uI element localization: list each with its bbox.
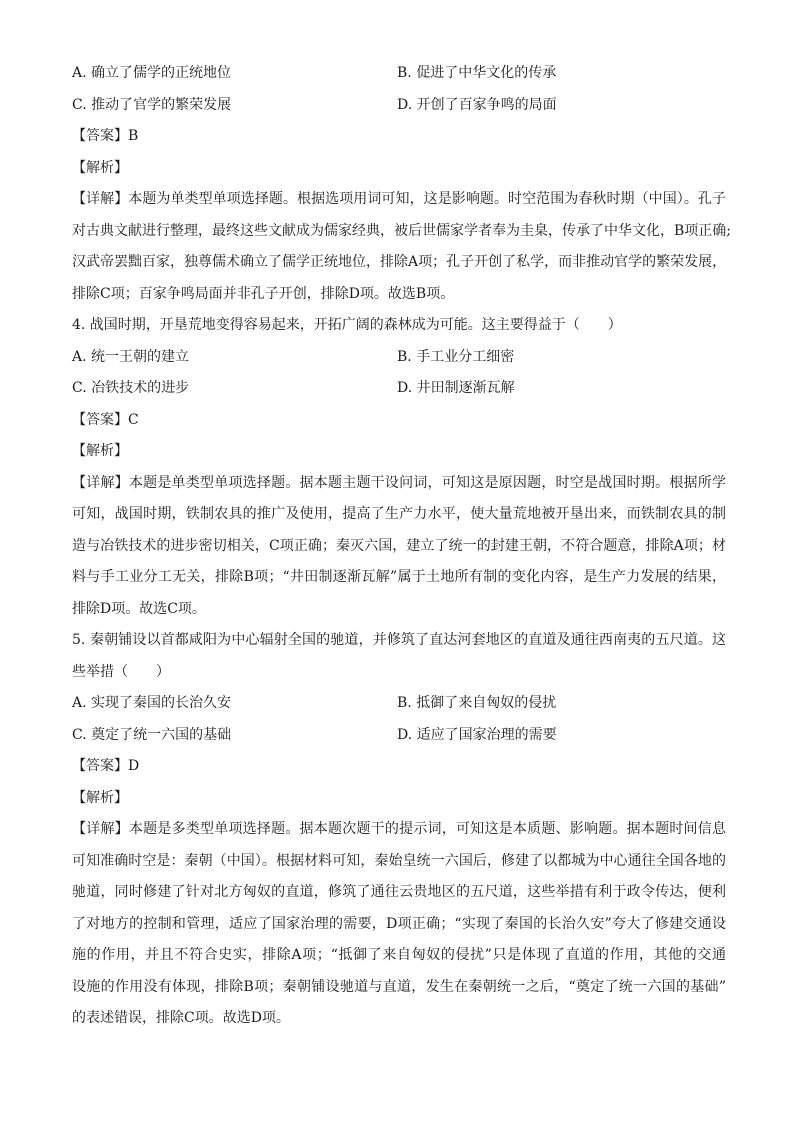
q5-detail-line: 设施的作用没有体现，排除B项；秦朝铺设驰道与直道，发生在秦朝统一之后，“奠定了统一六国的基础” (72, 978, 726, 995)
q3-options-row-2 (72, 90, 726, 122)
q4-detail-line: 可知，战国时期，铁制农具的推广及使用，提高了生产力水平，使大量荒地被开垦出来，而铁制农具的制 (72, 506, 726, 522)
q4-options-row-1 (72, 342, 726, 374)
q5-options-row-1 (72, 688, 726, 720)
q3-option-b: B. 促进了中华文化的传承 (397, 65, 557, 81)
q5-detail-line: 了对地方的控制和管理，适应了国家治理的需要，D项正确；“实现了秦国的长治久安”夸大了修建交通设 (72, 915, 726, 932)
q5-options-row-2 (72, 720, 726, 752)
q4-detail (72, 468, 726, 626)
q4-detail-line: 造与冶铁技术的进步密切相关，C项正确；秦灭六国，建立了统一的封建王朝，不符合题意，排除A项；材 (72, 537, 726, 554)
q5-option-b: B. 抵御了来自匈奴的侵扰 (397, 695, 557, 711)
q5-option-c: C. 奠定了统一六国的基础 (72, 726, 232, 743)
q3-option-a: A. 确立了儒学的正统地位 (72, 65, 232, 81)
q5-stem-line: 5. 秦朝铺设以首都咸阳为中心辐射全国的驰道，并修筑了直达河套地区的直道及通往西南夷的五尺道。这 (72, 632, 726, 648)
q5-detail-line: 驰道，同时修建了针对北方匈奴的直道，修筑了通往云贵地区的五尺道，这些举措有利于政令传达，便利 (72, 884, 726, 900)
q4-detail-line: 排除D项。故选C项。 (72, 600, 206, 617)
q3-options-row-1 (72, 58, 726, 90)
q3-detail-line: 汉武帝罢黜百家，独尊儒术确立了儒学正统地位，排除A项；孔子开创了私学，而非推动官学的繁荣发展， (72, 254, 727, 270)
q4-option-b: B. 手工业分工细密 (397, 348, 515, 365)
q4-stem: 4. 战国时期，开垦荒地变得容易起来，开拓广阔的森林成为可能。这主要得益于（ ） (72, 317, 622, 333)
q5-stem (72, 625, 726, 688)
q3-detail-line: 对古典文献进行整理，最终这些文献成为儒家经典，被后世儒家学者奉为圭臬，传承了中华文化，B项正确; (72, 222, 732, 239)
q3-answer: 【答案】B (72, 128, 139, 144)
q5-detail-line: 施的作用，并且不符合史实，排除A项；“抵御了来自匈奴的侵扰”只是体现了直道的作用，其他的交通 (72, 947, 726, 963)
q4-answer: 【答案】C (72, 411, 139, 428)
q5-option-d: D. 适应了国家治理的需要 (397, 726, 557, 743)
document-page (72, 58, 732, 1035)
q4-option-c: C. 冶铁技术的进步 (72, 380, 190, 396)
q5-answer: 【答案】D (72, 758, 140, 774)
q5-detail-line: 可知准确时空是：秦朝（中国）。根据材料可知，秦始皇统一六国后，修建了以都城为中心通往全国各地的 (72, 852, 726, 869)
q3-detail-line: 排除C项；百家争鸣局面并非孔子开创，排除D项。故选B项。 (72, 285, 455, 302)
q5-detail-line: 的表述错误，排除C项。故选D项。 (72, 1010, 290, 1026)
q4-option-a: A. 统一王朝的建立 (72, 348, 190, 365)
q5-option-a: A. 实现了秦国的长治久安 (72, 695, 232, 711)
q4-options-row-2 (72, 373, 726, 405)
q4-option-d: D. 井田制逐渐瓦解 (397, 380, 515, 396)
q3-option-c: C. 推动了官学的繁荣发展 (72, 96, 232, 113)
q4-detail-line: 【详解】本题是单类型单项选择题。据本题主题干设问词，可知这是原因题，时空是战国时期。根据所学 (72, 474, 726, 491)
q4-analysis-label: 【解析】 (72, 443, 128, 459)
q4-detail-line: 料与手工业分工无关，排除B项；“井田制逐渐瓦解”属于土地所有制的变化内容，是生产力发展的结果， (72, 569, 726, 585)
q5-stem-line: 些举措（ ） (72, 663, 170, 680)
q5-detail-line: 【详解】本题是多类型单项选择题。据本题次题干的提示词，可知这是本质题、影响题。据本题时间信息 (72, 821, 726, 837)
q5-analysis-label: 【解析】 (72, 789, 128, 806)
q3-option-d: D. 开创了百家争鸣的局面 (397, 96, 557, 113)
q3-detail (72, 184, 732, 310)
q5-detail (72, 814, 726, 1035)
q3-analysis-label: 【解析】 (72, 159, 128, 176)
q3-detail-line: 【详解】本题为单类型单项选择题。根据选项用词可知，这是影响题。时空范围为春秋时期（中国）。孔子 (72, 191, 726, 207)
